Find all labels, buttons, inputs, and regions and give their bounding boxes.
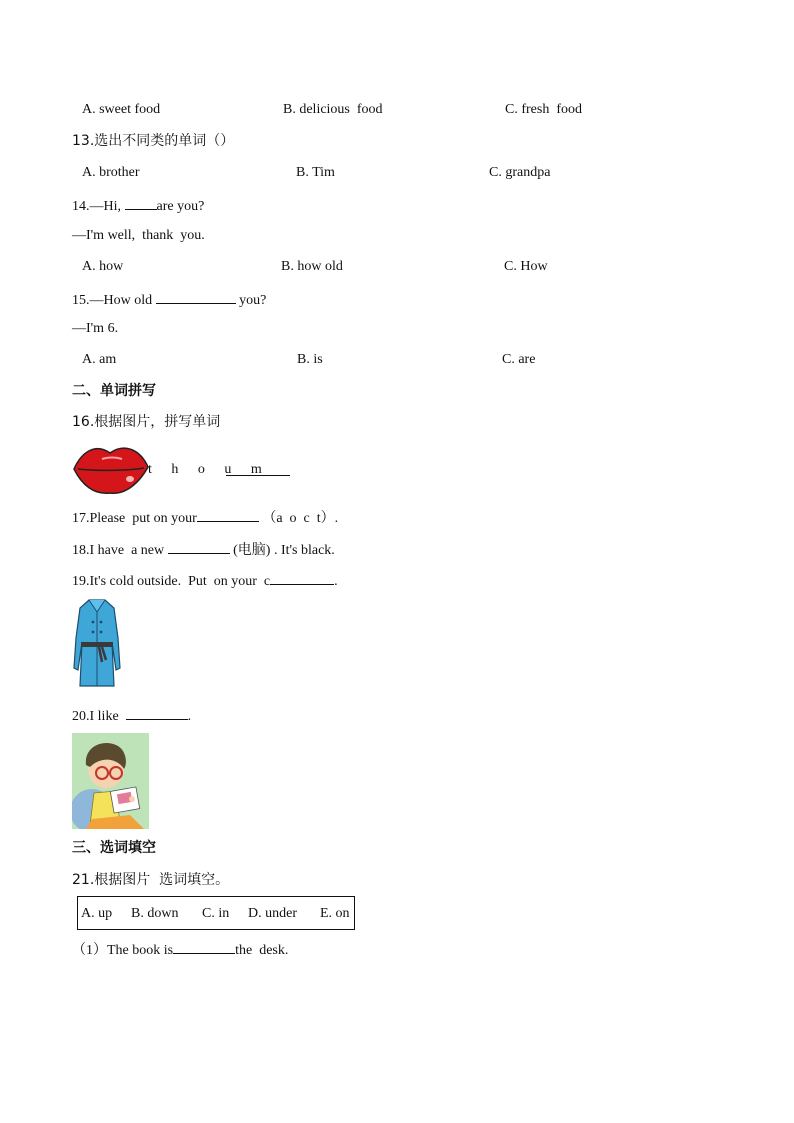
q15-blank [156, 289, 236, 304]
q15-option-b: B. is [297, 352, 323, 367]
q14-option-a: A. how [82, 259, 124, 274]
coat-image [72, 598, 122, 690]
q17-pre: 17.Please put on your [72, 511, 197, 526]
word-bank-option-a: A. up [81, 906, 113, 921]
q13-option-b: B. Tim [296, 165, 335, 180]
q19-line [72, 570, 338, 591]
q12-option-c: C. fresh food [505, 102, 582, 117]
q15-stem [72, 289, 266, 310]
q14-option-c: C. How [504, 259, 548, 274]
q19-pre: 19.It's cold outside. Put on your c [72, 574, 271, 589]
q20-line [72, 705, 191, 726]
q18-post: (电脑) . It's black. [229, 543, 335, 558]
word-bank-option-e: E. on [320, 906, 350, 921]
q15-option-a: A. am [82, 352, 117, 367]
girl-reading-image [72, 733, 149, 829]
q19-blank [270, 570, 334, 585]
word-bank-option-c: C. in [202, 906, 230, 921]
word-bank-option-b: B. down [131, 906, 179, 921]
q13-stem: 13.选出不同类的单词（） [72, 133, 235, 149]
q17-blank [197, 507, 259, 522]
q21-sub1-pre: （1）The book is [72, 943, 174, 958]
q17-line [72, 507, 338, 528]
q18-blank [168, 539, 230, 554]
word-bank-box [77, 896, 355, 930]
q19-post: . [334, 574, 338, 589]
q21-sub1-post: the desk. [235, 943, 289, 958]
q21-stem: 21.根据图片 选词填空。 [72, 872, 230, 888]
q13-option-c: C. grandpa [489, 165, 551, 180]
q15-option-c: C. are [502, 352, 536, 367]
q14-option-b: B. how old [281, 259, 343, 274]
q12-option-b: B. delicious food [283, 102, 383, 117]
q15-reply: —I'm 6. [72, 321, 119, 336]
q17-post: （a o c t）. [258, 511, 339, 526]
q16-stem: 16.根据图片，拼写单词 [72, 414, 221, 430]
q14-stem [72, 195, 204, 216]
q14-reply: —I'm well, thank you. [72, 228, 205, 243]
q12-option-a: A. sweet food [82, 102, 161, 117]
q20-blank [126, 705, 188, 720]
q14-stem-pre: 14.—Hi, [72, 199, 125, 214]
q18-pre: 18.I have a new [72, 543, 168, 558]
q14-blank [125, 195, 157, 210]
q21-sub1-line [72, 939, 288, 960]
q15-stem-pre: 15.—How old [72, 293, 156, 308]
q15-stem-post: you? [235, 293, 267, 308]
q16-blank [226, 461, 290, 476]
section-2-title: 二、单词拼写 [72, 383, 156, 399]
q20-post: . [187, 709, 192, 724]
q14-stem-post: are you? [156, 199, 205, 214]
q21-sub1-blank [173, 939, 235, 954]
q13-option-a: A. brother [82, 165, 140, 180]
lips-image [72, 441, 150, 495]
q16-scrambled-letters: t h o u m [148, 462, 270, 477]
q18-line [72, 539, 335, 560]
word-bank-option-d: D. under [248, 906, 297, 921]
q20-pre: 20.I like [72, 709, 126, 724]
section-3-title: 三、选词填空 [72, 840, 156, 856]
